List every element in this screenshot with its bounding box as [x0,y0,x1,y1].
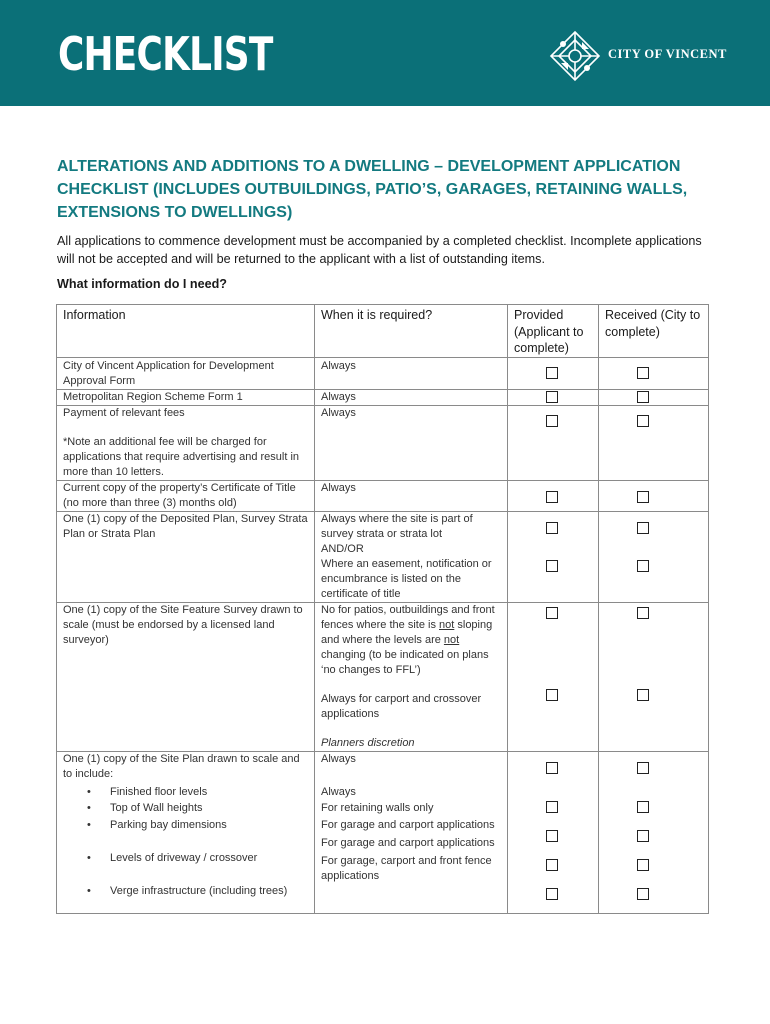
when-cell [315,357,508,389]
table-row [57,389,709,405]
intro-paragraph: All applications to commence development must be accompanied by a completed checklist. Incomplete applications will not be accepted and will be returned to the applicant with a list of outstanding items. [57,234,702,266]
received-checkbox[interactable] [637,830,649,842]
when-cell [315,511,508,602]
table-row [57,405,709,480]
provided-checkbox[interactable] [546,560,558,572]
info-text: Current copy of the property’s Certificate of Title (no more than three (3) months old) [63,481,296,509]
received-cell [599,602,709,751]
when-text: Always [321,481,356,494]
table-row [57,511,709,602]
bullet: • [87,785,91,798]
when-text: Always [321,785,356,798]
org-name: CITY OF VINCENT [608,47,727,61]
city-of-vincent-logo-icon [549,30,601,82]
received-cell [599,389,709,405]
provided-checkbox[interactable] [546,888,558,900]
info-cell [57,357,315,389]
info-text: One (1) copy of the Site Feature Survey drawn to scale (must be endorsed by a licensed land surveyor) [63,603,303,646]
received-checkbox[interactable] [637,801,649,813]
provided-checkbox[interactable] [546,367,558,379]
when-cell [315,389,508,405]
provided-checkbox[interactable] [546,415,558,427]
item-label: Top of Wall heights [110,801,203,814]
received-cell [599,511,709,602]
bullet: • [87,851,91,864]
info-cell [57,405,315,480]
when-cell [315,480,508,511]
list-item [63,851,308,866]
when-text: Always for carport and crossover applications [321,692,482,720]
list-item [63,801,308,816]
received-cell [599,480,709,511]
info-cell [57,389,315,405]
received-checkbox[interactable] [637,859,649,871]
when-text: Always where the site is part of survey strata or strata lot [321,512,473,540]
list-item [63,884,308,899]
bullet: • [87,884,91,897]
header-received: Received (City to complete) [599,305,709,358]
provided-checkbox[interactable] [546,801,558,813]
provided-cell [508,511,599,602]
when-text: Always [321,752,356,765]
info-text: Metropolitan Region Scheme Form 1 [63,390,243,403]
when-text: Always [321,406,356,419]
table-row [57,751,709,913]
when-text: Where an easement, notification or encumbrance is listed on the certificate of title [321,557,492,600]
when-cell [315,602,508,751]
provided-cell [508,357,599,389]
table-header-row [57,305,709,358]
bullet: • [87,801,91,814]
received-checkbox[interactable] [637,689,649,701]
provided-checkbox[interactable] [546,859,558,871]
table-row [57,480,709,511]
when-text: Always [321,390,356,403]
provided-checkbox[interactable] [546,607,558,619]
received-cell [599,357,709,389]
header-information: Information [57,305,315,358]
when-text: For retaining walls only [321,801,434,814]
list-item [63,818,308,833]
info-text: City of Vincent Application for Development Approval Form [63,359,274,387]
info-cell [57,511,315,602]
provided-cell [508,405,599,480]
received-checkbox[interactable] [637,888,649,900]
item-label: Levels of driveway / crossover [110,851,258,864]
received-checkbox[interactable] [637,415,649,427]
info-cell [57,602,315,751]
header-provided: Provided (Applicant to complete) [508,305,599,358]
item-label: Parking bay dimensions [110,818,227,831]
received-checkbox[interactable] [637,391,649,403]
main-heading: ALTERATIONS AND ADDITIONS TO A DWELLING – DEVELOPMENT APPLICATION CHECKLIST (INCLUDES OUTBUILDINGS, PATIO’S, GARAGES, RETAINING WALLS, EXTENSIONS TO DWELLINGS) [57,158,688,221]
header-when-required: When it is required? [315,305,508,358]
received-cell [599,405,709,480]
item-label: Verge infrastructure (including trees) [110,884,288,897]
received-checkbox[interactable] [637,491,649,503]
when-text: No for patios, outbuildings and front fences where the site is not sloping and where the levels are not changing (to be indicated on plans ‘no changes to FFL’) [321,603,495,676]
when-cell [315,405,508,480]
received-checkbox[interactable] [637,560,649,572]
when-text: For garage and carport applications [321,818,495,831]
table-row [57,357,709,389]
bullet: • [87,818,91,831]
item-label: Finished floor levels [110,785,208,798]
provided-cell [508,751,599,913]
list-item [63,785,308,800]
checklist-table [56,304,709,914]
received-checkbox[interactable] [637,607,649,619]
received-checkbox[interactable] [637,522,649,534]
provided-checkbox[interactable] [546,830,558,842]
provided-checkbox[interactable] [546,689,558,701]
info-cell [57,751,315,913]
info-text: One (1) copy of the Deposited Plan, Survey Strata Plan or Strata Plan [63,512,308,540]
info-text: One (1) copy of the Site Plan drawn to scale and to include: [63,752,300,780]
provided-checkbox[interactable] [546,762,558,774]
when-cell [315,751,508,913]
info-cell [57,480,315,511]
when-text: For garage, carport and front fence applications [321,854,492,882]
provided-cell [508,389,599,405]
received-checkbox[interactable] [637,367,649,379]
provided-checkbox[interactable] [546,522,558,534]
page-title: CHECKLIST [58,27,273,81]
received-checkbox[interactable] [637,762,649,774]
info-text: Payment of relevant fees [63,406,185,419]
fee-note: *Note an additional fee will be charged for applications that require advertising and result in more than 10 letters. [63,435,300,478]
section-subheading: What information do I need? [57,277,228,291]
when-text: Planners discretion [321,736,415,749]
when-text: For garage and carport applications [321,836,495,849]
provided-cell [508,602,599,751]
provided-checkbox[interactable] [546,391,558,403]
and-or-text: AND/OR [321,542,364,555]
provided-checkbox[interactable] [546,491,558,503]
header-banner [0,0,770,106]
table-row [57,602,709,751]
received-cell [599,751,709,913]
when-text: Always [321,359,356,372]
provided-cell [508,480,599,511]
